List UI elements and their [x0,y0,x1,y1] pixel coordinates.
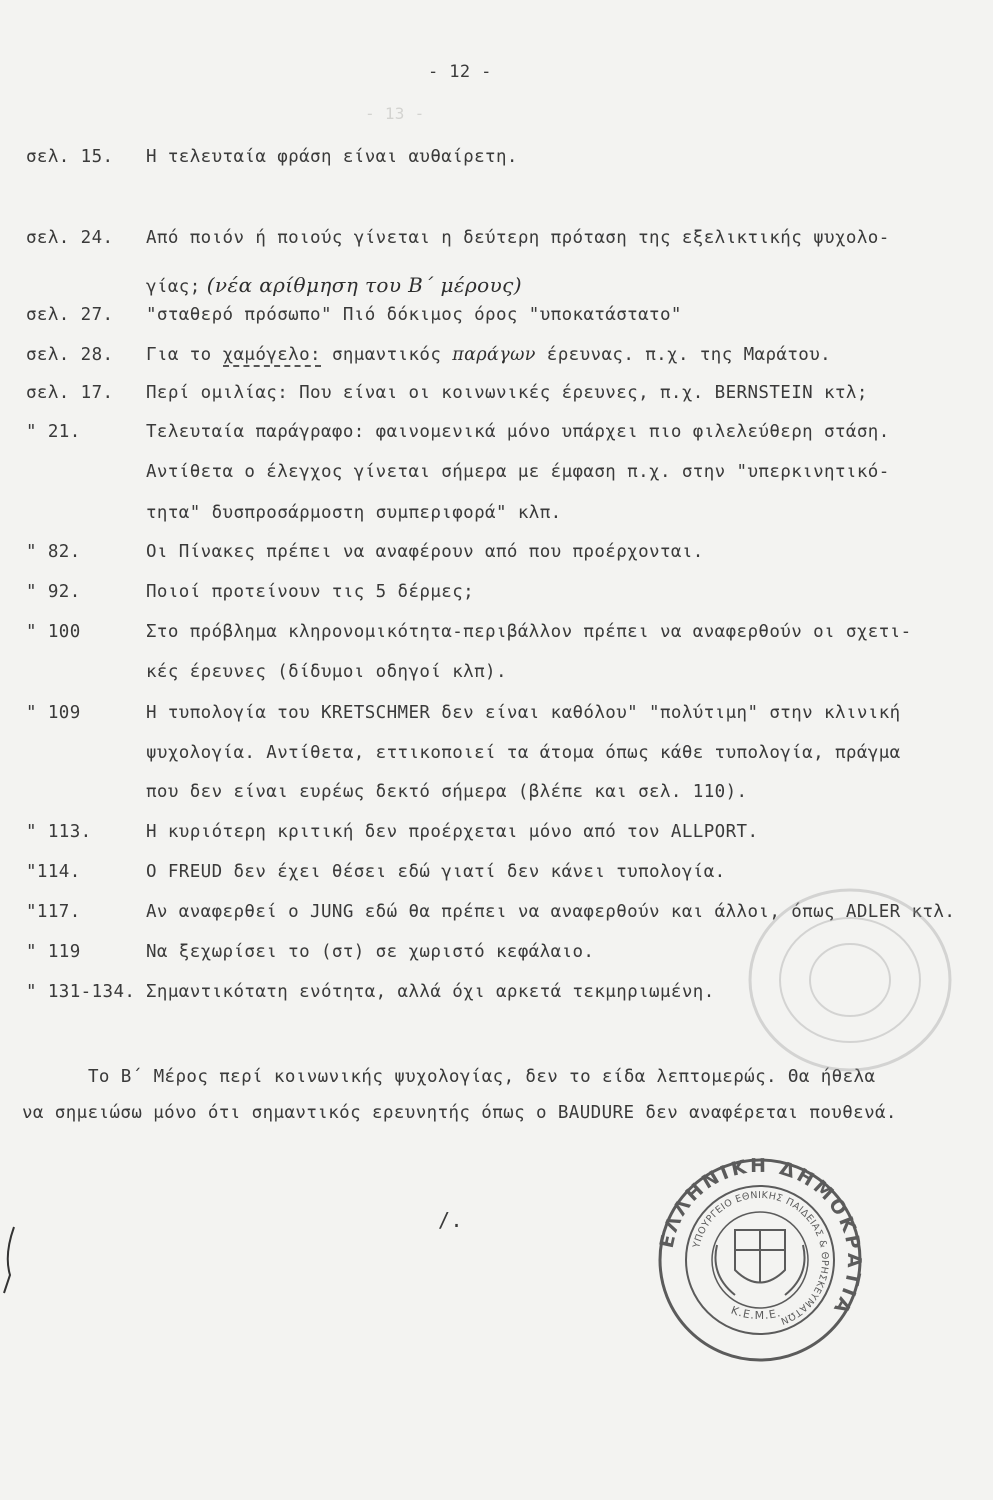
text-segment: Αν αναφερθεί ο JUNG εδώ θα πρέπει να αναφερθούν και άλλοι, όπως ADLER κτλ. [146,902,956,922]
closing-line-1: Το Β΄ Μέρος περί κοινωνικής ψυχολογίας, δεν το είδα λεπτομερώς. Θα ήθελα [88,1067,876,1087]
closing-line-2: να σημειώσω μόνο ότι σημαντικός ερευνητής όπως ο BAUDURE δεν αναφέρεται πουθενά. [22,1103,897,1123]
line-text [146,422,890,442]
text-segment: Για το [146,345,212,365]
line-text [146,942,594,962]
text-segment: σημαντικός [331,345,442,365]
line-text [146,982,715,1002]
stamp-inner-text: ΥΠΟΥΡΓΕΙΟ ΕΘΝΙΚΗΣ ΠΑΙΔΕΙΑΣ & ΘΡΗΣΚΕΥΜΑΤΩΝ [691,1189,831,1327]
text-segment: Ο FREUD δεν έχει θέσει εδώ γιατί δεν κάνει τυπολογία. [146,862,726,882]
text-segment: Η κυριότερη κριτική δεν προέρχεται μόνο από τον ALLPORT. [146,822,759,842]
text-segment: Να ξεχωρίσει το (στ) σε χωριστό κεφάλαιο. [146,942,595,962]
handwritten-correction: παράγων [452,345,536,365]
line-text [146,782,747,802]
line-prefix: "117. [26,902,81,922]
text-segment: Στο πρόβλημα κληρονομικότητα-περιβάλλον πρέπει να αναφερθούν οι σχετι- [146,622,912,642]
stamp-outer-text: ΕΛΛΗΝΙΚΗ ΔΗΜΟΚΡΑΤΙΑ [655,1155,865,1320]
line-prefix: " 119 [26,942,81,962]
line-prefix: σελ. 28. [26,345,114,365]
text-segment: Τελευταία παράγραφο: φαινομενικά μόνο υπάρχει πιο φιλελεύθερη στάση. [146,422,890,442]
line-prefix: "114. [26,862,81,882]
text-segment: Οι Πίνακες πρέπει να αναφέρουν από που προέρχονται. [146,542,704,562]
line-text [146,582,474,602]
margin-mark-icon [0,1225,20,1295]
line-text [146,305,682,325]
text-segment: Η τυπολογία του KRETSCHMER δεν είναι καθόλου" "πολύτιμη" στην κλινική [146,703,901,723]
line-text [146,822,758,842]
line-text [146,462,890,482]
line-text [146,862,726,882]
line-text [146,345,831,365]
line-prefix: " 131-134. [26,982,136,1002]
line-text [146,273,522,297]
text-segment: έρευνας. π.χ. της Μαράτου. [546,345,832,365]
stamp-bottom-text: Κ.Ε.Μ.Ε. [729,1303,783,1323]
text-segment: Ποιοί προτείνουν τις 5 δέρμες; [146,582,475,602]
line-prefix: " 21. [26,422,81,442]
line-prefix: " 113. [26,822,92,842]
text-segment: που δεν είναι ευρέως δεκτό σήμερα (βλέπε και σελ. 110). [146,782,748,802]
text-segment: τητα" δυσπροσάρμοστη συμπεριφορά" κλπ. [146,503,562,523]
text-segment: γίας; [146,277,201,297]
text-segment: Η τελευταία φράση είναι αυθαίρετη. [146,147,518,167]
line-text [146,542,704,562]
official-stamp [655,1155,865,1365]
ghost-page-number: - 13 - [365,104,425,123]
line-text [146,703,901,723]
end-mark: /. [438,1208,463,1232]
line-prefix: σελ. 17. [26,383,114,403]
line-text [146,228,890,248]
handwritten-note: (νέα αρίθμηση του Β΄ μέρους) [206,273,522,297]
text-segment: κές έρευνες (δίδυμοι οδηγοί κλπ). [146,662,507,682]
line-prefix: " 109 [26,703,81,723]
text-segment: Περί ομιλίας: Που είναι οι κοινωνικές έρευνες, π.χ. BERNSTEIN κτλ; [146,383,868,403]
line-text [146,743,901,763]
line-text [146,503,562,523]
underlined-word: χαμόγελο: [222,345,321,365]
text-segment: ψυχολογία. Αντίθετα, εττικοποιεί τα άτομα όπως κάθε τυπολογία, πράγμα [146,743,901,763]
line-prefix: " 100 [26,622,81,642]
line-prefix: σελ. 15. [26,147,114,167]
line-text [146,622,912,642]
faint-seal-icon [700,880,960,1080]
text-segment: Σημαντικότατη ενότητα, αλλά όχι αρκετά τεκμηριωμένη. [146,982,715,1002]
text-segment: Από ποιόν ή ποιούς γίνεται η δεύτερη πρόταση της εξελικτικής ψυχολο- [146,228,890,248]
line-prefix: " 82. [26,542,81,562]
line-prefix: σελ. 24. [26,228,114,248]
text-segment: "σταθερό πρόσωπο" Πιό δόκιμος όρος "υποκατάστατο" [146,305,682,325]
page-number: - 12 - [428,62,492,82]
line-text [146,147,518,167]
line-prefix: σελ. 27. [26,305,114,325]
text-segment: Αντίθετα ο έλεγχος γίνεται σήμερα με έμφαση π.χ. στην "υπερκινητικό- [146,462,890,482]
line-text [146,662,507,682]
line-text [146,383,868,403]
line-prefix: " 92. [26,582,81,602]
